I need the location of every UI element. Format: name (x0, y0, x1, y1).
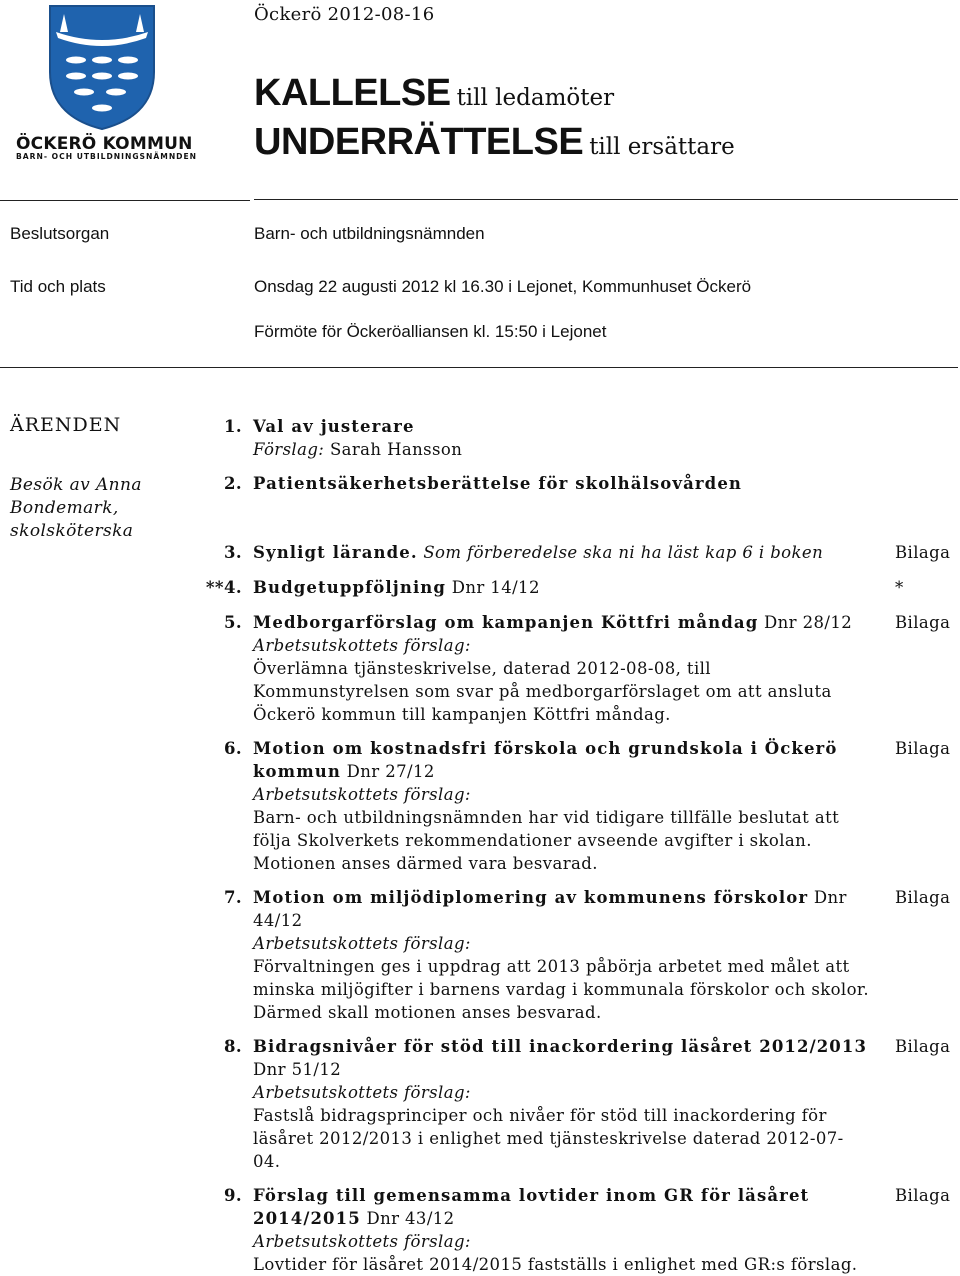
proposal-line: Öckerö kommun till kampanjen Köttfri måndag. (253, 705, 671, 724)
agenda-item-8 (196, 1035, 956, 1173)
item-ref-cont: 44/12 (253, 911, 303, 930)
attachment-label: Bilaga (895, 543, 951, 562)
proposal-line: Förvaltningen ges i uppdrag att 2013 påbörja arbetet med målet att (253, 957, 850, 976)
item-ref: Dnr 28/12 (764, 613, 853, 632)
item-ref: Dnr 27/12 (346, 762, 435, 781)
proposal-line: följa Skolverkets rekommendationer avseende avgifter i skolan. (253, 831, 812, 850)
agenda-item-7 (196, 886, 956, 1024)
agenda-item-2 (196, 472, 956, 495)
coat-of-arms-icon (46, 2, 158, 130)
attachment-label: Bilaga (895, 613, 951, 632)
organ-value: Barn- och utbildningsnämnden (254, 224, 485, 243)
item-title: Patientsäkerhetsberättelse för skolhälsovården (253, 474, 743, 493)
item-title: Synligt lärande. (253, 543, 418, 562)
proposal-line: 04. (253, 1152, 281, 1171)
item-ref: Dnr 14/12 (451, 578, 540, 597)
item-number: 6. (223, 739, 242, 758)
logo-subtitle: BARN- OCH UTBILDNINGSNÄMNDEN (16, 152, 198, 161)
time-value: Onsdag 22 augusti 2012 kl 16.30 i Lejonet, Kommunhuset Öckerö (254, 277, 752, 296)
attachment-label: Bilaga (895, 739, 951, 758)
proposal-line: Överlämna tjänsteskrivelse, daterad 2012-08-08, till (253, 659, 711, 678)
agenda-heading: ÄRENDEN (10, 414, 122, 436)
agenda-item-5 (196, 611, 956, 726)
proposal-line: Fastslå bidragsprinciper och nivåer för stöd till inackordering för (253, 1106, 827, 1125)
document-date: Öckerö 2012-08-16 (254, 4, 435, 25)
item-ref: Dnr 51/12 (253, 1060, 342, 1079)
headline-kallelse-big: KALLELSE (254, 72, 451, 114)
proposal-label: Arbetsutskottets förslag: (253, 1232, 471, 1251)
attachment-label: Bilaga (895, 1186, 951, 1205)
item-number: 8. (223, 1037, 242, 1056)
proposal-line: Lovtider för läsåret 2014/2015 fastställs i enlighet med GR:s förslag. (253, 1255, 858, 1274)
item-title-cont: kommun (253, 762, 341, 781)
time-label: Tid och plats (10, 277, 106, 296)
logo-name: ÖCKERÖ KOMMUN (16, 134, 193, 154)
divider-bottom (0, 367, 958, 368)
proposal-label: Arbetsutskottets förslag: (253, 636, 471, 655)
proposal-line: läsåret 2012/2013 i enlighet med tjänsteskrivelse daterad 2012-07- (253, 1129, 844, 1148)
divider-top-left (0, 200, 250, 201)
item-number: 7. (223, 888, 242, 907)
proposal-line: minska miljögifter i barnens vardag i kommunala förskolor och skolor. (253, 980, 870, 999)
item-ref: Dnr (813, 888, 847, 907)
agenda-item-4 (196, 576, 956, 599)
item-title: Bidragsnivåer för stöd till inackordering läsåret 2012/2013 (253, 1037, 868, 1056)
proposal-label: Förslag: (253, 440, 325, 459)
agenda-item-3 (196, 541, 956, 564)
item-number: 1. (223, 417, 242, 436)
headline-underrattelse-small: till ersättare (589, 134, 735, 160)
item-title: Budgetuppföljning (253, 578, 447, 597)
agenda-item-1 (196, 415, 956, 461)
headline-underrattelse (254, 121, 735, 164)
pre-meeting: Förmöte för Öckeröalliansen kl. 15:50 i Lejonet (254, 322, 607, 341)
item-number: 2. (223, 474, 242, 493)
item-number: **4. (205, 578, 242, 597)
headline-kallelse-small: till ledamöter (456, 85, 615, 111)
item-ref: Dnr 43/12 (366, 1209, 455, 1228)
proposal-line: Barn- och utbildningsnämnden har vid tidigare tillfälle beslutat att (253, 808, 840, 827)
item-title: Motion om miljödiplomering av kommunens förskolor (253, 888, 809, 907)
item-title: Motion om kostnadsfri förskola och grundskola i Öckerö (253, 739, 838, 758)
proposal-line: Motionen anses därmed vara besvarad. (253, 854, 598, 873)
headline-kallelse (254, 72, 614, 115)
attachment-label: Bilaga (895, 888, 951, 907)
item-number: 5. (223, 613, 242, 632)
item-number: 9. (223, 1186, 242, 1205)
item-title: Medborgarförslag om kampanjen Köttfri måndag (253, 613, 759, 632)
proposal-line: Därmed skall motionen anses besvarad. (253, 1003, 602, 1022)
proposal-line: Kommunstyrelsen som svar på medborgarförslaget om att ansluta (253, 682, 832, 701)
divider-top (254, 199, 958, 200)
item-title: Val av justerare (253, 417, 415, 436)
agenda-item-6 (196, 737, 956, 875)
organ-label: Beslutsorgan (10, 224, 110, 243)
item-title: Förslag till gemensamma lovtider inom GR för läsåret (253, 1186, 810, 1205)
visit-note: Besök av Anna Bondemark, skolsköterska (10, 475, 142, 541)
agenda-item-9 (196, 1184, 956, 1276)
item-number: 3. (223, 543, 242, 562)
proposal-label: Arbetsutskottets förslag: (253, 1083, 471, 1102)
proposal-label: Arbetsutskottets förslag: (253, 785, 471, 804)
item-title-cont: 2014/2015 (253, 1209, 361, 1228)
municipality-logo (8, 2, 198, 164)
proposal-text: Sarah Hansson (329, 440, 463, 459)
proposal-label: Arbetsutskottets förslag: (253, 934, 471, 953)
attachment-label: Bilaga (895, 1037, 951, 1056)
headline-underrattelse-big: UNDERRÄTTELSE (254, 121, 584, 163)
item-note: Som förberedelse ska ni ha läst kap 6 i boken (423, 543, 824, 562)
attachment-marker: * (895, 578, 904, 597)
